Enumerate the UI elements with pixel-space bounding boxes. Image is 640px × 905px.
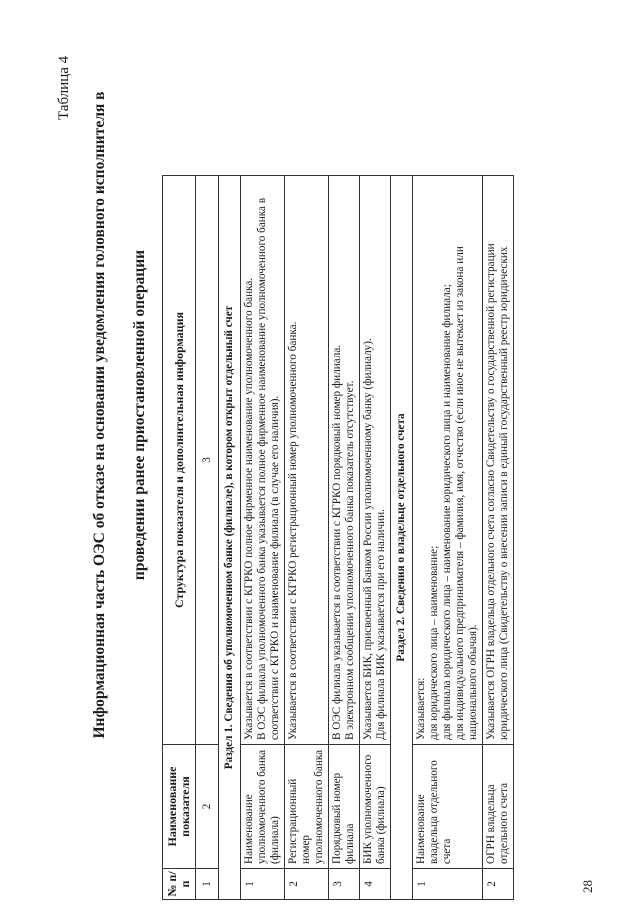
indicator-name: Регистрационный номер уполномоченного банка — [285, 745, 329, 869]
indicator-description — [241, 176, 285, 745]
indicator-name: Наименование владельца отдельного счета — [413, 745, 483, 869]
section-row — [391, 176, 413, 900]
indicator-description — [329, 176, 360, 745]
page-number: 28 — [580, 880, 595, 893]
indicator-description — [413, 176, 483, 745]
section-title: Раздел 1. Сведения об уполномоченном банке (филиале), в котором открыт отдельный счет — [219, 176, 241, 900]
description-line: В ОЭС филиала указывается в соответствии с КГРКО порядковый номер филиала. — [331, 344, 343, 740]
indicator-name: Порядковый номер филиала — [329, 745, 360, 869]
table-body — [219, 176, 514, 900]
description-line: Указывается в соответствии с КГРКО регистрационный номер уполномоченного банка. — [287, 321, 299, 740]
description-line: В ОЭС филиала уполномоченного банка указывается полное фирменное наименование уполномоченного банка в соответствии с КГРКО и наименование филиала (в случае его наличия). — [256, 197, 281, 740]
column-number-row — [196, 176, 219, 900]
table-label: Таблица 4 — [56, 55, 72, 120]
table-row — [241, 176, 285, 900]
indicator-name: ОГРН владельца отдельного счета — [483, 745, 514, 869]
header-num: № п/п — [163, 869, 196, 900]
table-row — [285, 176, 329, 900]
description-line: Указывается БИК, присвоенный Банком России уполномоченному банку (филиалу). — [362, 338, 374, 740]
column-number: 3 — [196, 176, 219, 745]
description-line: В электронном сообщении уполномоченного банка показатель отсутствует. — [344, 380, 356, 740]
row-number: 2 — [483, 869, 514, 900]
row-number: 4 — [360, 869, 391, 900]
section-row — [219, 176, 241, 900]
description-line: Для филиала БИК указывается при его наличии. — [375, 509, 387, 740]
header-name: Наименование показателя — [163, 745, 196, 869]
row-number: 2 — [285, 869, 329, 900]
description-line: для юридического лица – наименование; — [428, 545, 440, 740]
description-line: Указывается ОГРН владельца отдельного счета согласно Свидетельству о государственной регистрации юридического лица (Свидетельству о внесении записи в единый государственный реестр юридических — [485, 243, 510, 740]
section-title: Раздел 2. Сведения о владельце отдельного счета — [391, 176, 413, 900]
description-line: для индивидуального предпринимателя – фамилия, имя, отчество (если иное не вытекает из закона или национального обычая). — [454, 246, 479, 740]
row-number: 3 — [329, 869, 360, 900]
indicator-description — [360, 176, 391, 745]
column-number: 1 — [196, 869, 219, 900]
header-desc: Структура показателя и дополнительная информация — [163, 176, 196, 745]
indicator-description — [285, 176, 329, 745]
table-row — [413, 176, 483, 900]
table-row — [360, 176, 391, 900]
table-row — [483, 176, 514, 900]
indicator-name: Наименование уполномоченного банка (филиала) — [241, 745, 285, 869]
info-table — [162, 175, 514, 900]
description-line: для филиала юридического лица – наименование юридического лица и наименование филиала; — [441, 284, 453, 740]
table-header-row — [163, 176, 196, 900]
indicator-name: БИК уполномоченного банка (филиала) — [360, 745, 391, 869]
column-number: 2 — [196, 745, 219, 869]
description-line: Указывается: — [415, 677, 427, 740]
description-line: Указывается в соответствии с КГРКО полное фирменное наименование уполномоченного банка. — [243, 277, 255, 740]
table-row — [329, 176, 360, 900]
document-title: Информационная часть ОЭС об отказе на основании уведомления головного исполнителя в проведении ранее приостановленной операции — [91, 91, 148, 739]
indicator-description — [483, 176, 514, 745]
row-number: 1 — [241, 869, 285, 900]
row-number: 1 — [413, 869, 483, 900]
